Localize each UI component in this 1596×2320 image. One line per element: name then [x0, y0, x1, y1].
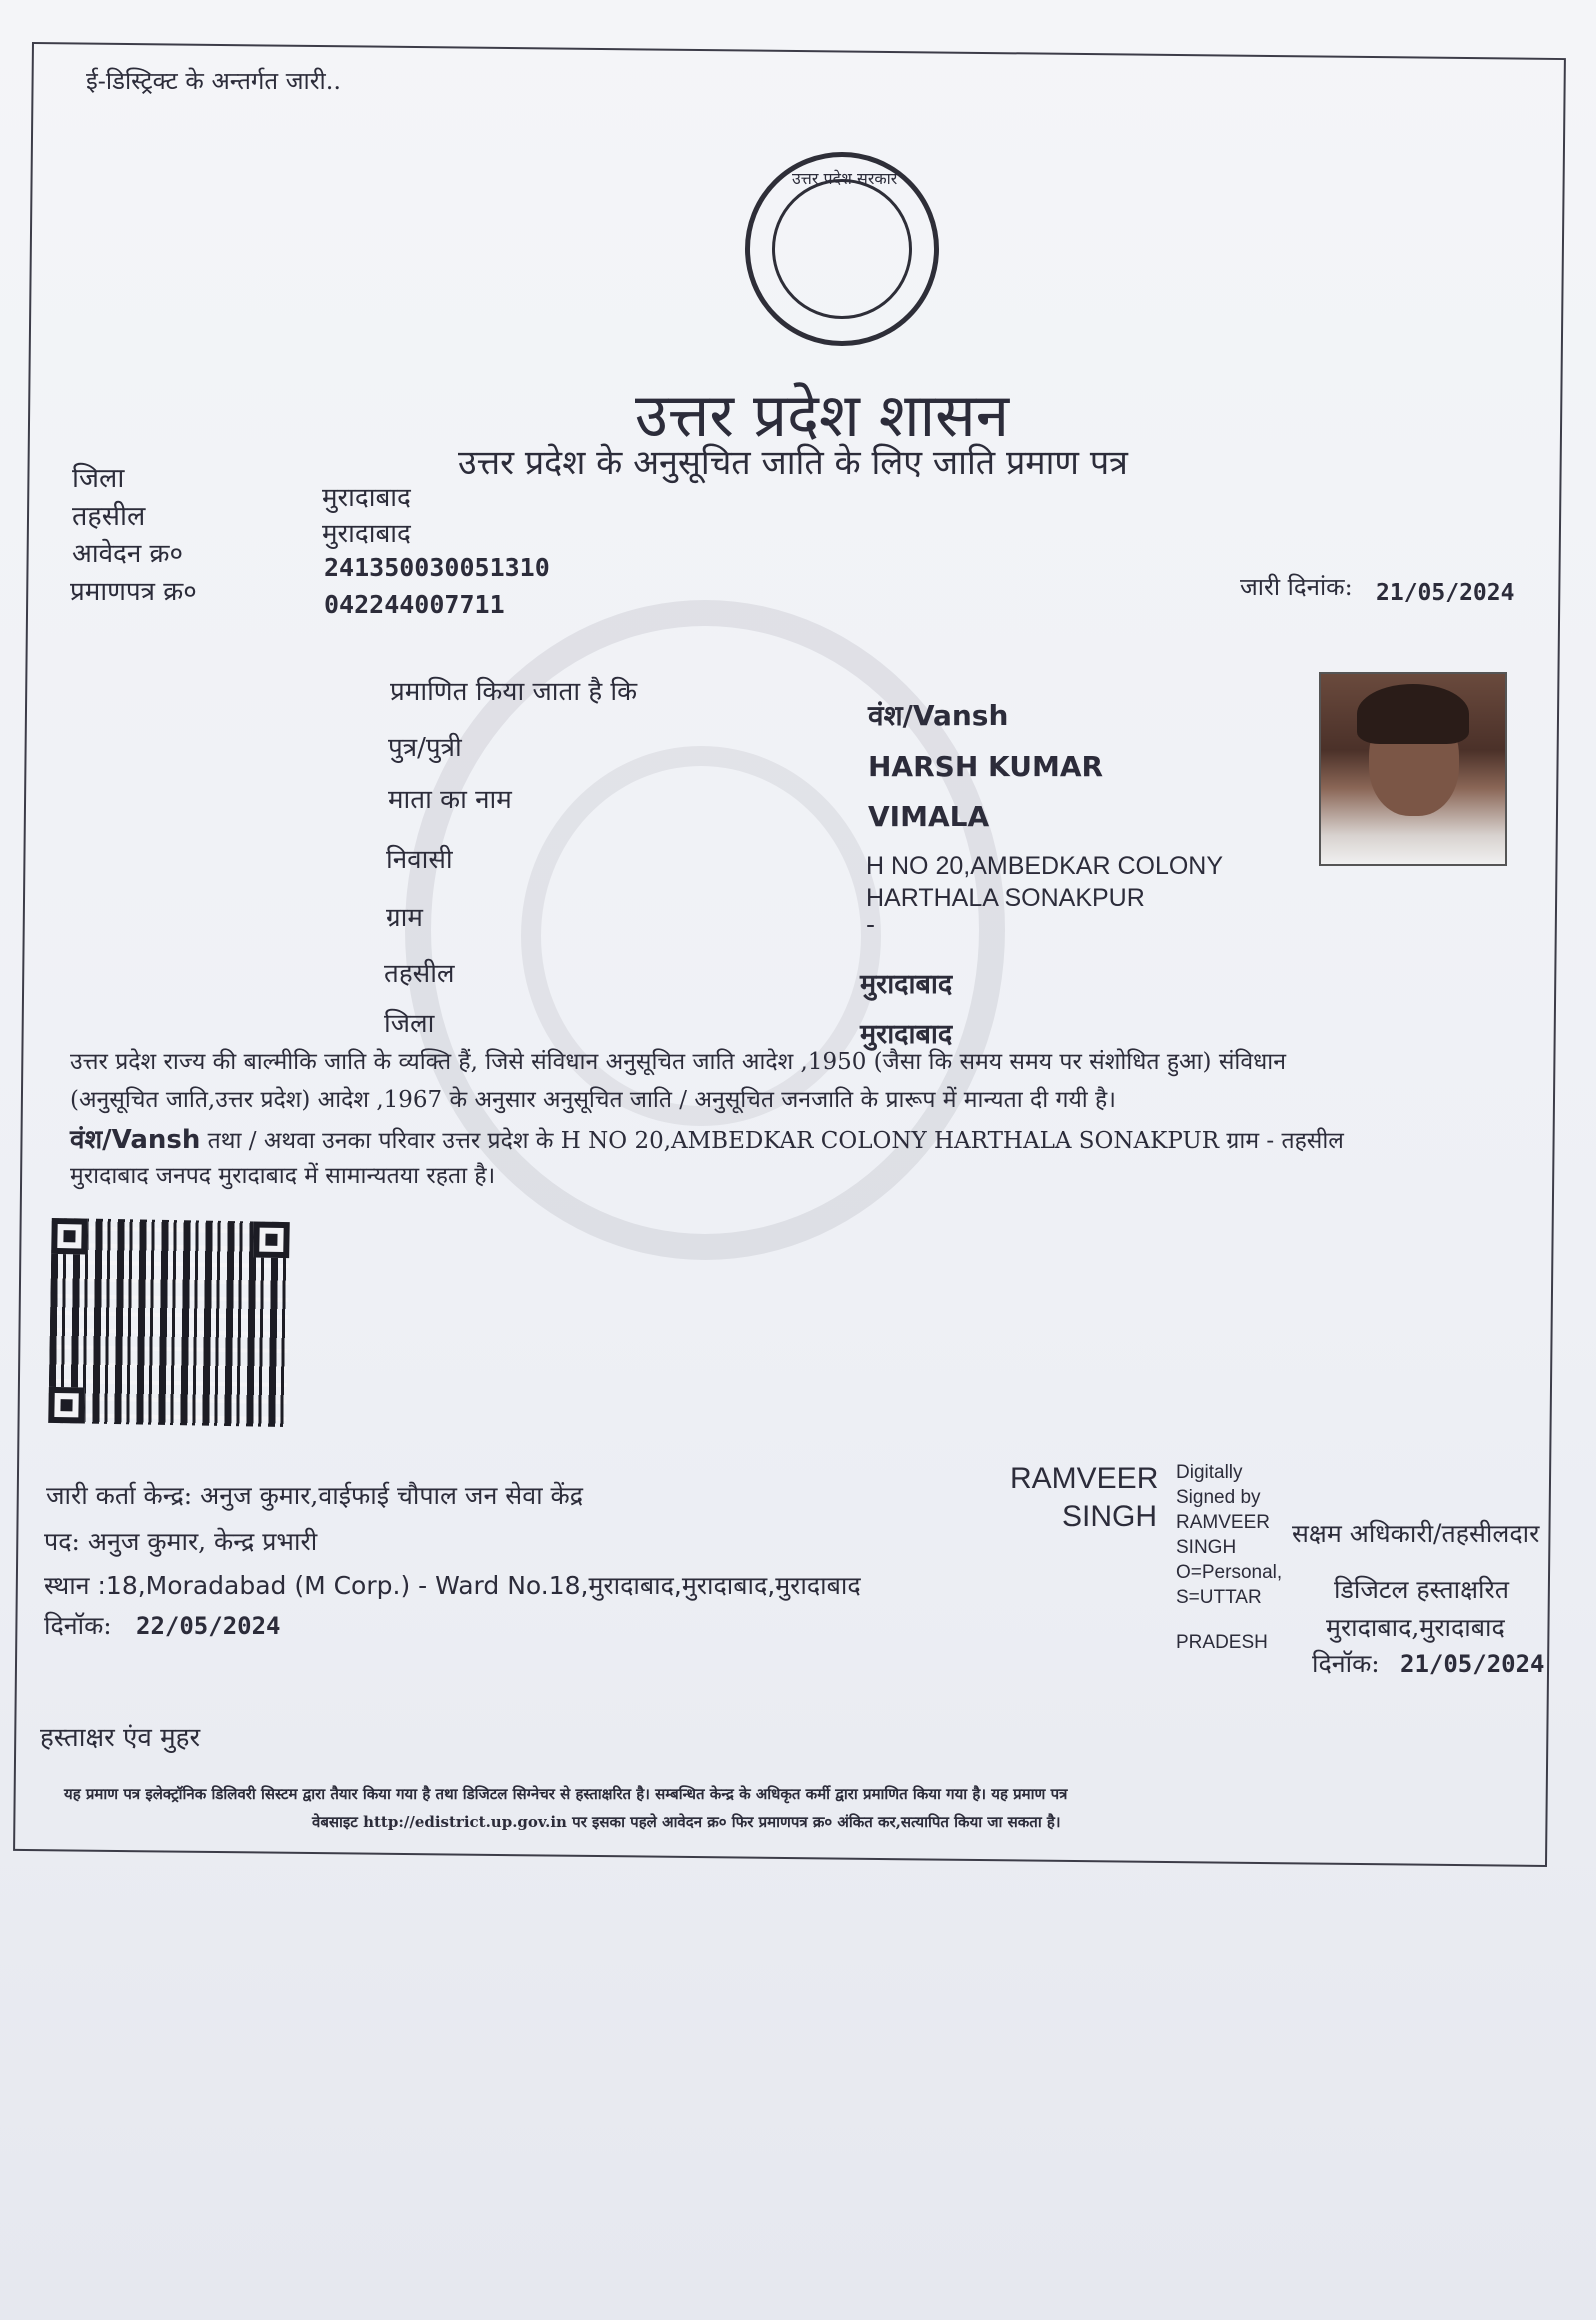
resident-address-line2: HARTHALA SONAKPUR [866, 884, 1145, 912]
mother-label: माता का नाम [388, 785, 512, 815]
digital-sign-line-7: PRADESH [1176, 1632, 1268, 1653]
certificate-number: 042244007711 [324, 590, 505, 619]
digital-signed-text: डिजिटल हस्ताक्षरित [1334, 1575, 1509, 1604]
body-line-2: (अनुसूचित जाति,उत्तर प्रदेश) आदेश ,1967 के अनुसार अनुसूचित जाति / अनुसूचित जनजाति के प्रारूप में मान्यता दी गयी है। [70, 1087, 1116, 1113]
child-name: HARSH KUMAR [868, 750, 1104, 783]
village-label: ग्राम [386, 903, 423, 933]
seal-text: उत्तर प्रदेश सरकार [792, 169, 898, 188]
authority-title: सक्षम अधिकारी/तहसीलदार [1292, 1519, 1540, 1548]
applicant-photo [1319, 672, 1507, 866]
certified-value: वंश/Vansh [868, 699, 1009, 732]
district-value: मुरादाबाद [322, 483, 411, 513]
digital-sign-line-2: Signed by [1176, 1487, 1261, 1508]
village-value: - [866, 910, 876, 939]
digital-sign-line-6: S=UTTAR [1176, 1587, 1262, 1608]
body-line-1: उत्तर प्रदेश राज्य की बाल्मीकि जाति के व्यक्ति हैं, जिसे संविधान अनुसूचित जाति आदेश ,1950 (जैसा कि समय समय पर संशोधित हुआ) संविधान [70, 1049, 1286, 1075]
page-title: उत्तर प्रदेश शासन [635, 381, 1010, 451]
digital-sign-line-4: SINGH [1176, 1537, 1237, 1558]
certified-label: प्रमाणित किया जाता है कि [390, 677, 638, 707]
body-line-3-bold: वंश/Vansh [70, 1125, 201, 1155]
issuer-date: 22/05/2024 [136, 1612, 281, 1640]
application-number: 241350030051310 [324, 553, 550, 582]
issued-under-text: ई-डिस्ट्रिक्ट के अन्तर्गत जारी.. [86, 67, 342, 95]
digital-sign-line-3: RAMVEER [1176, 1512, 1270, 1533]
body-line-3: तथा / अथवा उनका परिवार उत्तर प्रदेश के H NO 20,AMBEDKAR COLONY HARTHALA SONAKPUR ग्राम - तहसील [200, 1128, 1344, 1154]
issuer-center: जारी कर्ता केन्द्र: अनुज कुमार,वाईफाई चौपाल जन सेवा केंद्र [46, 1481, 583, 1510]
application-label: आवेदन क्र० [72, 539, 184, 569]
qr-code [48, 1218, 290, 1427]
detail-tehsil-value: मुरादाबाद [860, 969, 953, 1000]
resident-label: निवासी [386, 845, 453, 875]
up-government-seal [745, 152, 939, 346]
issuer-place: स्थान :18,Moradabad (M Corp.) - Ward No.18,मुरादाबाद,मुरादाबाद,मुरादाबाद [44, 1571, 861, 1600]
detail-tehsil-label: तहसील [384, 959, 455, 989]
issuer-post: पद: अनुज कुमार, केन्द्र प्रभारी [44, 1527, 318, 1556]
digital-signature-block [1176, 1460, 1282, 1655]
digital-sign-line-5: O=Personal, [1176, 1562, 1283, 1583]
mother-name: VIMALA [868, 800, 990, 833]
issuer-date-label: दिनॉक: [44, 1611, 112, 1640]
sign-and-seal-label: हस्ताक्षर एंव मुहर [40, 1723, 201, 1753]
tehsil-label: तहसील [72, 501, 146, 532]
digital-sign-line-1: Digitally [1176, 1462, 1243, 1483]
resident-address-line1: H NO 20,AMBEDKAR COLONY [866, 852, 1224, 880]
footer-note-line2: वेबसाइट http://edistrict.up.gov.in पर इसका पहले आवेदन क्र० फिर प्रमाणपत्र क्र० अंकित कर,सत्यापित किया जा सकता है। [312, 1813, 1061, 1831]
page-subtitle: उत्तर प्रदेश के अनुसूचित जाति के लिए जाति प्रमाण पत्र [458, 443, 1128, 483]
district-label: जिला [72, 463, 125, 494]
certificate-label: प्रमाणपत्र क्र० [70, 577, 197, 607]
child-label: पुत्र/पुत्री [388, 733, 462, 763]
body-line-4: मुरादाबाद जनपद मुरादाबाद में सामान्यतया रहता है। [70, 1163, 496, 1189]
signature-location: मुरादाबाद,मुरादाबाद [1326, 1613, 1505, 1642]
footer-note-line1: यह प्रमाण पत्र इलेक्ट्रॉनिक डिलिवरी सिस्टम द्वारा तैयार किया गया है तथा डिजिटल सिग्नेचर से हस्ताक्षरित है। सम्बन्धित केन्द्र के अधिकृत कर्मी द्वारा प्रमाणित किया गया है। यह प्रमाण पत्र [64, 1785, 1068, 1803]
signature-date: 21/05/2024 [1400, 1650, 1545, 1678]
signer-name-line2: SINGH [1062, 1500, 1158, 1533]
detail-district-value: मुरादाबाद [860, 1019, 953, 1050]
tehsil-value: मुरादाबाद [322, 519, 411, 549]
signer-name-line1: RAMVEER [1010, 1462, 1159, 1495]
issue-date-label: जारी दिनांक: [1240, 573, 1353, 601]
detail-district-label: जिला [384, 1009, 435, 1039]
signature-date-label: दिनॉक: [1312, 1649, 1380, 1678]
issue-date: 21/05/2024 [1376, 580, 1515, 606]
